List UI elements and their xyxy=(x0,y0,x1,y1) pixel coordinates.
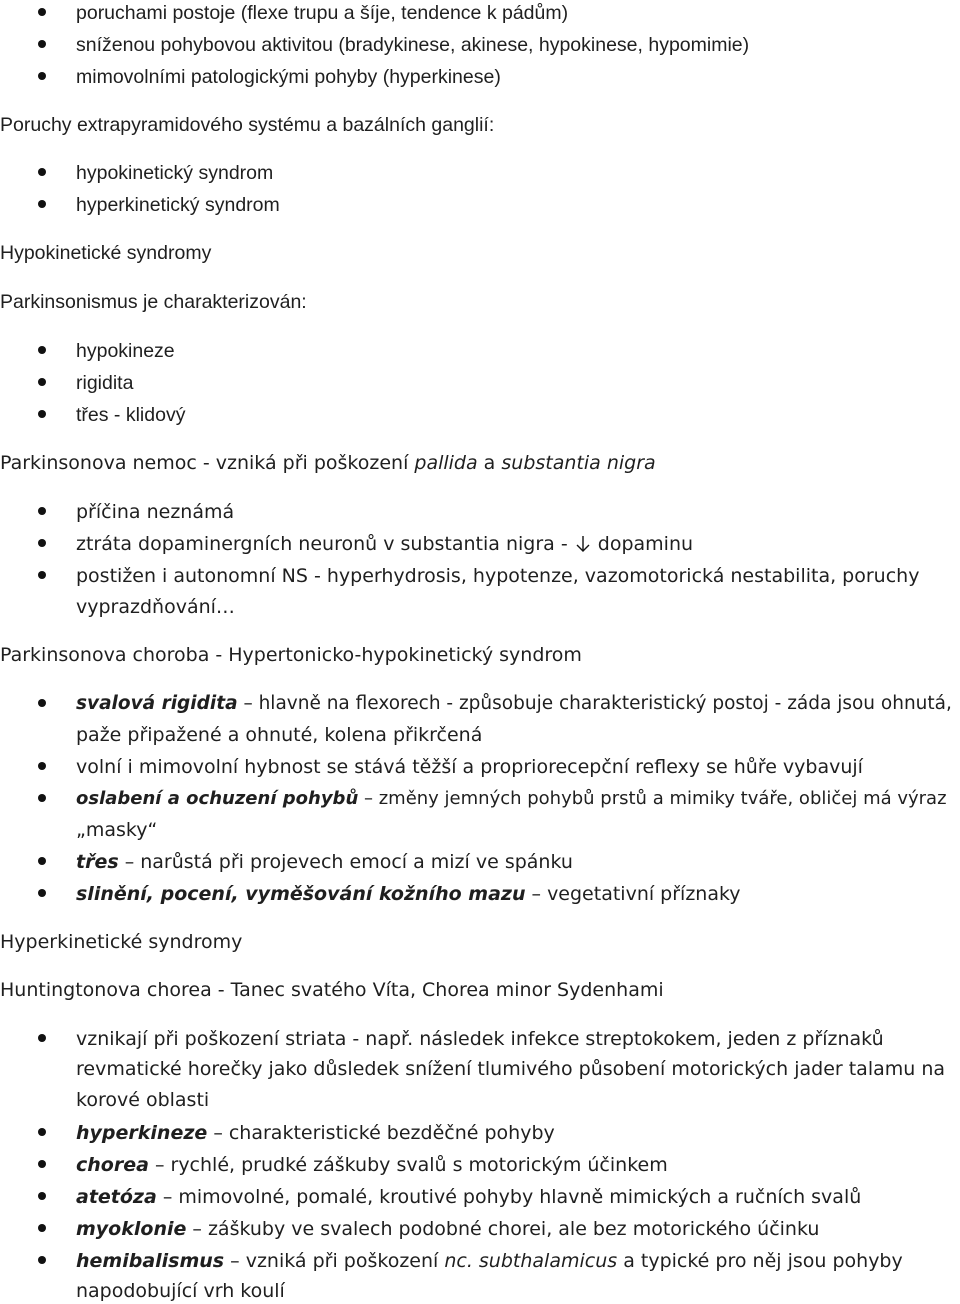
text: – vegetativní příznaky xyxy=(525,883,741,905)
italic-term: pallida xyxy=(414,452,478,474)
text: – mimovolné, pomalé, kroutivé pohyby hlavně mimických a ručních svalů xyxy=(156,1186,862,1208)
bold-italic-term: třes xyxy=(76,851,119,873)
text: – charakteristické bezděčné pohyby xyxy=(207,1122,555,1144)
list-item: hyperkinetický syndrom xyxy=(76,194,280,216)
bullet-icon xyxy=(38,410,46,418)
list-item xyxy=(76,1120,555,1146)
bullet-icon xyxy=(38,699,46,707)
bullet-icon xyxy=(38,762,46,770)
bold-italic-term: chorea xyxy=(76,1154,149,1176)
text: ztráta dopaminergních neuronů v substantia nigra - xyxy=(76,533,574,555)
list-item xyxy=(76,786,947,812)
list-item: rigidita xyxy=(76,372,134,394)
bullet-icon xyxy=(38,40,46,48)
bullet-icon xyxy=(38,346,46,354)
bullet-icon xyxy=(38,168,46,176)
bullet-icon xyxy=(38,8,46,16)
bold-italic-term: oslabení a ochuzení pohybů xyxy=(76,788,359,809)
bold-italic-term: slinění, pocení, vyměšování kožního mazu xyxy=(76,883,526,905)
list-item: poruchami postoje (flexe trupu a šíje, tendence k pádům) xyxy=(76,2,569,24)
paragraph-parkinson-disease xyxy=(0,450,656,476)
bullet-icon xyxy=(38,378,46,386)
bold-italic-term: myoklonie xyxy=(76,1218,187,1240)
list-item: mimovolními patologickými pohyby (hyperkinese) xyxy=(76,66,501,88)
list-item: volní i mimovolní hybnost se stává těžší a propriorecepční reflexy se hůře vybavují xyxy=(76,756,863,778)
bullet-icon xyxy=(38,857,46,865)
list-item xyxy=(76,1248,903,1274)
bold-italic-term: hyperkineze xyxy=(76,1122,208,1144)
list-item xyxy=(76,1184,861,1210)
italic-term: substantia nigra xyxy=(501,452,656,474)
bullet-icon xyxy=(38,1192,46,1200)
text: – změny jemných pohybů prstů a mimiky tváře, obličej má výraz xyxy=(358,788,947,809)
bold-italic-term: hemibalismus xyxy=(76,1250,225,1272)
paragraph: Huntingtonova chorea - Tanec svatého Víta, Chorea minor Sydenhami xyxy=(0,979,664,1001)
text: a xyxy=(477,452,502,474)
bullet-icon xyxy=(38,1128,46,1136)
text: – narůstá při projevech emocí a mizí ve spánku xyxy=(118,851,573,873)
section-heading: Parkinsonova choroba - Hypertonicko-hypokinetický syndrom xyxy=(0,644,582,666)
text: – hlavně na flexorech - způsobuje charakteristický postoj - záda jsou ohnutá, xyxy=(237,693,952,714)
bullet-icon xyxy=(38,1256,46,1264)
list-item: hypokineze xyxy=(76,340,175,362)
text: – záškuby ve svalech podobné chorei, ale bez motorického účinku xyxy=(186,1218,820,1240)
section-heading: Hypokinetické syndromy xyxy=(0,242,212,264)
list-item xyxy=(76,881,741,907)
text: dopaminu xyxy=(591,533,694,555)
text: Parkinsonova nemoc - vzniká při poškození xyxy=(0,452,415,474)
bullet-icon xyxy=(38,539,46,547)
down-arrow-icon xyxy=(574,531,592,557)
text: – rychlé, prudké záškuby svalů s motorickým účinkem xyxy=(148,1154,668,1176)
text: – vzniká při poškození xyxy=(224,1250,445,1272)
list-item: vznikají při poškození striata - např. následek infekce streptokokem, jeden z příznaků xyxy=(76,1028,884,1050)
list-item xyxy=(76,691,952,717)
bullet-icon xyxy=(38,794,46,802)
bullet-icon xyxy=(38,1034,46,1042)
bullet-icon xyxy=(38,507,46,515)
paragraph: Parkinsonismus je charakterizován: xyxy=(0,291,307,313)
bullet-icon xyxy=(38,571,46,579)
section-heading: Hyperkinetické syndromy xyxy=(0,931,243,953)
list-item xyxy=(76,1152,668,1178)
bullet-icon xyxy=(38,1224,46,1232)
list-item: hypokinetický syndrom xyxy=(76,162,274,184)
bullet-icon xyxy=(38,1160,46,1168)
text: a typické pro něj jsou pohyby xyxy=(617,1250,903,1272)
section-heading: Poruchy extrapyramidového systému a bazálních ganglií: xyxy=(0,114,495,136)
list-item xyxy=(76,849,573,875)
bullet-icon xyxy=(38,889,46,897)
list-item: postižen i autonomní NS - hyperhydrosis, hypotenze, vazomotorická nestabilita, poruchy xyxy=(76,565,920,587)
list-item-continuation: „masky“ xyxy=(76,819,158,841)
list-item: sníženou pohybovou aktivitou (bradykinese, akinese, hypokinese, hypomimie) xyxy=(76,34,750,56)
list-item: třes - klidový xyxy=(76,404,186,426)
list-item-continuation: korové oblasti xyxy=(76,1089,210,1111)
bullet-icon xyxy=(38,72,46,80)
list-item: příčina neznámá xyxy=(76,501,235,523)
list-item-continuation: paže připažené a ohnuté, kolena přikrčená xyxy=(76,724,483,746)
list-item-continuation: revmatické horečky jako důsledek snížení tlumivého působení motorických jader talamu na xyxy=(76,1058,946,1080)
list-item xyxy=(76,531,693,557)
list-item xyxy=(76,1216,819,1242)
italic-term: nc. subthalamicus xyxy=(444,1250,618,1272)
bold-italic-term: atetóza xyxy=(76,1186,157,1208)
list-item-continuation: napodobující vrh koulí xyxy=(76,1280,285,1302)
bold-italic-term: svalová rigidita xyxy=(76,693,238,714)
list-item-continuation: vyprazdňování… xyxy=(76,596,235,618)
bullet-icon xyxy=(38,200,46,208)
